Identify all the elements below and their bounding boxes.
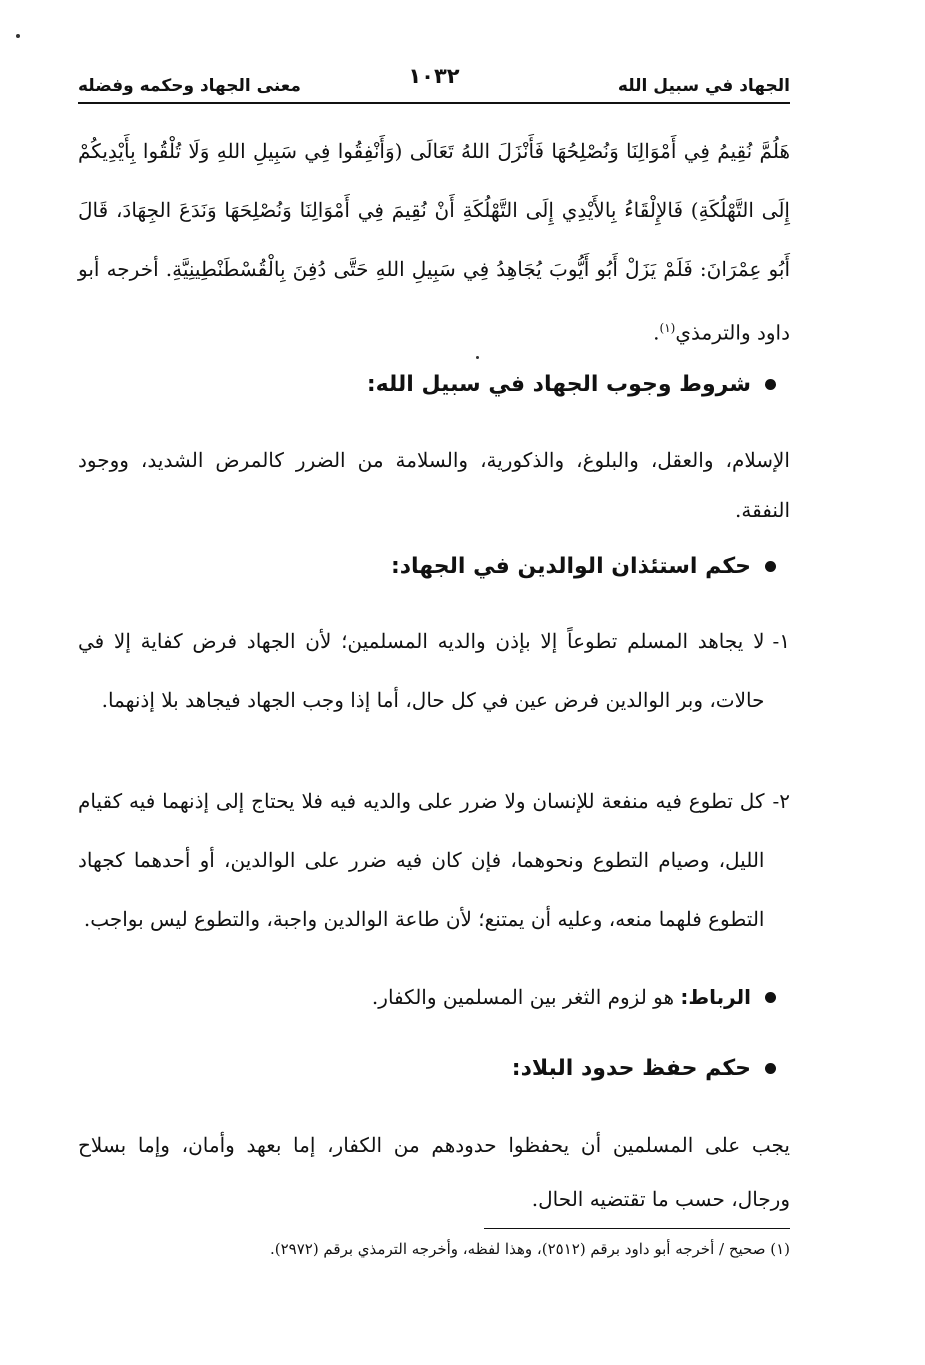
- hadith-text: هَلُمَّ نُقِيمُ فِي أَمْوَالِنَا وَنُصْلِحُهَا فَأَنْزَلَ اللهُ تَعَالَى: [402, 139, 790, 163]
- numbered-item-1: [78, 612, 790, 730]
- item-text: لا يجاهد المسلم تطوعاً إلا بإذن والديه المسلمين؛ لأن الجهاد فرض كفاية إلا في حالات، وبر الوالدين فرض عين في كل حال، أما إذا وجب الجهاد فيجاهد بلا إذنهما.: [78, 629, 765, 712]
- bullet-icon: [765, 1063, 776, 1074]
- section-heading-conditions: [78, 372, 790, 397]
- footnote: (١) صحيح / أخرجه أبو داود برقم (٢٥١٢)، وهذا لفظه، وأخرجه الترمذي برقم (٢٩٧٢).: [269, 1240, 790, 1258]
- borders-text: يجب على المسلمين أن يحفظوا حدودهم من الكفار، إما بعهد وأمان، وإما بسلاح ورجال، حسب ما تقتضيه الحال.: [78, 1133, 790, 1211]
- footnote-reference: (١): [659, 321, 676, 335]
- hadith-text-continued: فَالإِلْقَاءُ بِالأَيْدِي إِلَى التَّهْلُكَةِ أَنْ نُقِيمَ فِي أَمْوَالِنَا وَنُصْلِحَهَا وَنَدَعَ الجِهَادَ، قَالَ أَبُو عِمْرَانَ: فَلَمْ يَزَلْ أَبُو أَيُّوبَ يُجَاهِدُ فِي سَبِيلِ اللهِ حَتَّى دُفِنَ بِالْقُسْطَنْطِينِيَّةِ. أخرجه أبو داود والترمذي: [78, 198, 790, 345]
- conditions-body: [78, 435, 790, 535]
- scan-speck: [16, 34, 20, 38]
- bullet-icon: [765, 992, 776, 1003]
- ribat-text: هو لزوم الثغر بين المسلمين والكفار.: [371, 985, 675, 1009]
- bullet-icon: [765, 561, 776, 572]
- running-header: [78, 62, 790, 104]
- borders-body: [78, 1118, 790, 1226]
- section-heading-borders: [78, 1056, 790, 1081]
- quran-verse: (وَأَنْفِقُوا فِي سَبِيلِ اللهِ وَلَا تُلْقُوا بِأَيْدِيكُمْ إِلَى التَّهْلُكَةِ): [78, 139, 790, 222]
- header-rule: [78, 102, 790, 104]
- ribat-definition: [78, 985, 790, 1009]
- opening-paragraph: [78, 122, 790, 363]
- item-number: ٢-: [772, 789, 790, 813]
- footnote-rule: [484, 1228, 790, 1229]
- heading-text: حكم استئذان الوالدين في الجهاد:: [390, 554, 751, 579]
- ribat-term: الرباط:: [680, 985, 751, 1009]
- book-title: الجهاد في سبيل الله: [617, 76, 790, 96]
- sentence-end: .: [653, 320, 660, 345]
- page-number: ١٠٣٢: [408, 64, 460, 88]
- conditions-text: الإسلام، والعقل، والبلوغ، والذكورية، والسلامة من الضرر كالمرض الشديد، ووجود النفقة.: [78, 448, 790, 522]
- chapter-title: معنى الجهاد وحكمه وفضله: [78, 76, 301, 96]
- item-number: ١-: [772, 629, 790, 653]
- bullet-icon: [765, 379, 776, 390]
- heading-text: شروط وجوب الجهاد في سبيل الله:: [366, 372, 751, 397]
- numbered-item-2: [78, 772, 790, 949]
- item-text: كل تطوع فيه منفعة للإنسان ولا ضرر على والديه فيه فلا يحتاج إلى إذنهما فيه كقيام الليل، وصيام التطوع ونحوهما، فإن كان فيه ضرر على الوالدين، أو أحدهما كجهاد التطوع فلهما منعه، وعليه أن يمتنع؛ لأن طاعة الوالدين واجبة، والتطوع ليس بواجب.: [78, 789, 765, 931]
- section-heading-parents-permission: [78, 554, 790, 579]
- heading-text: حكم حفظ حدود البلاد:: [511, 1056, 751, 1081]
